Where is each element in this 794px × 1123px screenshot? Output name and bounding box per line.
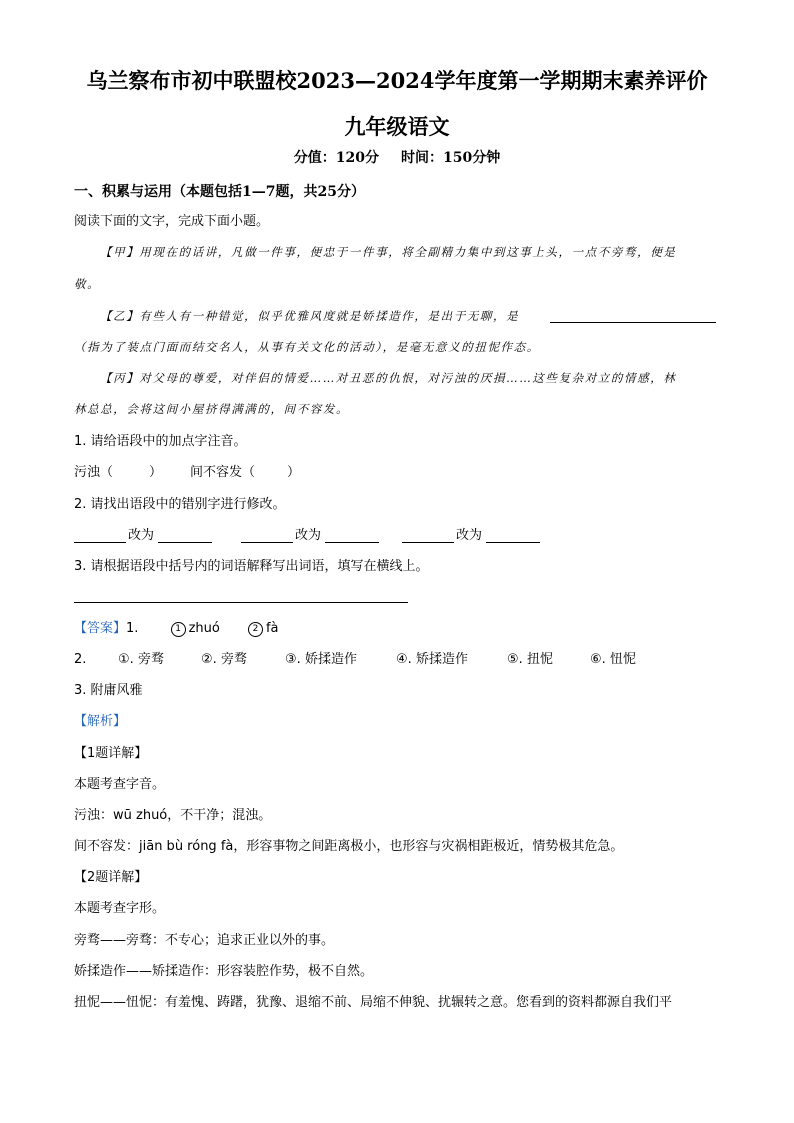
score-time-line (0, 151, 794, 165)
q3-answer-line (74, 602, 408, 603)
q1-blank-a: 污浊（ ） (74, 465, 163, 480)
q2-blank-3a (402, 542, 454, 543)
reading-instruction: 阅读下面的文字，完成下面小题。 (74, 214, 270, 229)
detail-2-line-2: 娇揉造作——矫揉造作：形容装腔作势，极不自然。 (74, 964, 374, 979)
answer-line-3: 3. 附庸风雅 (74, 683, 143, 698)
a2-item-5: ⑤. 扭怩 (507, 652, 553, 667)
exam-title: 乌兰察布市初中联盟校2023—2024学年度第一学期期末素养评价 (86, 68, 708, 93)
paragraph-yi-line1: 【乙】有些人有一种错觉，似乎优雅风度就是娇揉造作，是出于无聊，是 (100, 309, 520, 323)
detail-2-line-3: 扭怩——忸怩：有羞愧、踌躇，犹豫、退缩不前、局缩不伸貌、扰辗转之意。您看到的资料都源自我们平 (74, 995, 673, 1010)
question-1: 1. 请给语段中的加点字注音。 (74, 434, 247, 449)
a2-item-2: ②. 旁骛 (201, 652, 247, 667)
question-3: 3. 请根据语段中括号内的词语解释写出词语，填写在横线上。 (74, 559, 429, 574)
q2-blank-1b (158, 542, 212, 543)
time-value: 时间：150分钟 (401, 150, 501, 166)
q2-change-3: 改为 (456, 528, 483, 543)
detail-2-intro: 本题考查字形。 (74, 901, 166, 916)
question-2: 2. 请找出语段中的错别字进行修改。 (74, 497, 286, 512)
q2-change-2: 改为 (295, 528, 322, 543)
a2-item-1: ①. 旁骛 (118, 652, 164, 667)
circle-num-2: 2 (248, 622, 263, 637)
paragraph-jia-line2: 敬。 (74, 277, 101, 291)
detail-1-line-2: 间不容发：jiān bù róng fà，形容事物之间距离极小，也形容与灾祸相距极近，情势极其危急。 (74, 839, 624, 854)
circle-num-1: 1 (171, 622, 186, 637)
q2-blank-3b (486, 542, 540, 543)
paragraph-yi-line2: （指为了装点门面而结交名人，从事有关文化的活动），是毫无意义的扭怩作态。 (74, 340, 540, 354)
q2-blank-2b (325, 542, 379, 543)
paragraph-bing-line1: 【丙】对父母的尊爱，对伴侣的情爱……对丑恶的仇恨，对污浊的厌損……这些复杂对立的情感，林 (100, 371, 677, 385)
section-heading: 一、积累与运用（本题包括1—7题，共25分） (74, 184, 365, 200)
paragraph-bing-line2: 林总总，会将这间小屋挤得满满的，间不容发。 (74, 402, 350, 416)
q1-blank-b: 间不容发（ ） (190, 465, 301, 480)
paragraph-yi-blank (550, 322, 716, 323)
detail-1-line-1: 污浊：wū zhuó，不干净；混浊。 (74, 808, 272, 823)
analysis-label: 【解析】 (74, 714, 127, 729)
a2-item-3: ③. 娇揉造作 (285, 652, 357, 667)
exam-subtitle: 九年级语文 (344, 114, 450, 139)
paragraph-jia-line1: 【甲】用现在的话讲，凡做一件事，便忠于一件事，将全副精力集中到这事上头，一点不旁骛，便是 (100, 245, 677, 259)
detail-2-line-1: 旁骛——旁骛：不专心；追求正业以外的事。 (74, 933, 335, 948)
detail-1-intro: 本题考查字音。 (74, 777, 166, 792)
q2-blank-1a (74, 542, 126, 543)
q2-blank-2a (241, 542, 293, 543)
answer-line-1: 【答案】1. 1 zhuó 2 fà (74, 621, 279, 636)
score-value: 分值：120分 (293, 150, 379, 166)
detail-1-heading: 【1题详解】 (74, 746, 148, 761)
answer-line-2: 2. (74, 652, 87, 667)
a2-item-6: ⑥. 忸怩 (590, 652, 636, 667)
answer-label: 【答案】 (74, 621, 127, 636)
a2-item-4: ④. 矫揉造作 (396, 652, 468, 667)
detail-2-heading: 【2题详解】 (74, 870, 148, 885)
q2-change-1: 改为 (128, 528, 155, 543)
